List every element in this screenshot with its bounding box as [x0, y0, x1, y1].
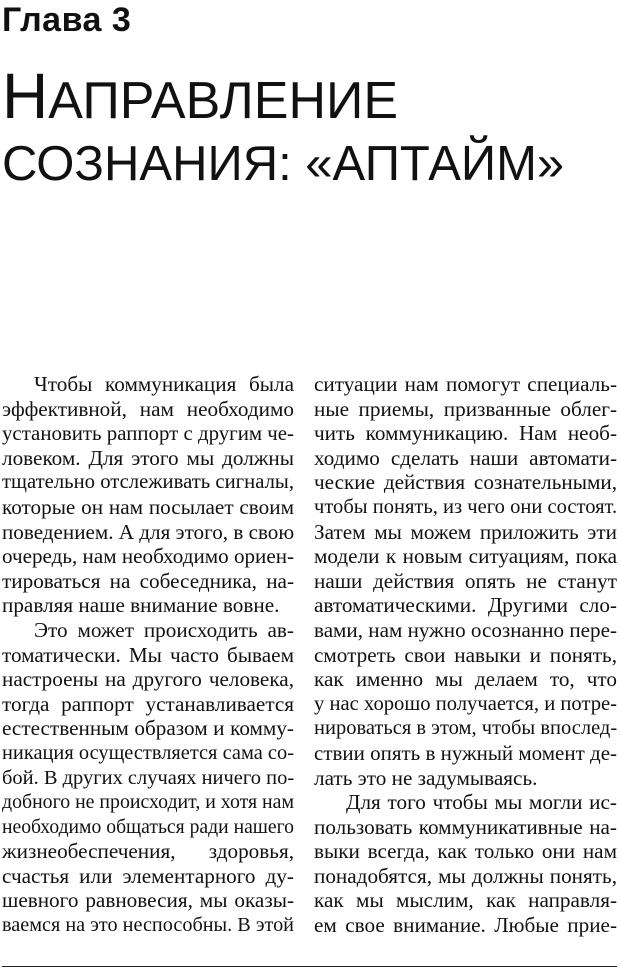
- text-line: счастья или элементарного ду-: [2, 863, 294, 888]
- title-drop-cap: Н: [2, 60, 49, 132]
- text-line: ситуации нам помогут специаль-: [314, 372, 617, 396]
- text-line: ваемся на это неспособны. В этой: [2, 914, 294, 937]
- chapter-title-line-1: [2, 60, 564, 133]
- text-line: выки всегда, как только они нам: [314, 839, 617, 864]
- text-line: шевного равновесия, мы оказы-: [2, 888, 294, 913]
- text-line: ловеком. Для этого мы должны: [2, 445, 294, 470]
- text-line: понадобятся, мы должны понять,: [314, 863, 617, 888]
- text-line: ческие действия сознательными,: [314, 470, 617, 495]
- text-line: необходимо общаться ради нашего: [2, 815, 294, 838]
- text-line: жизнеобеспечения, здоровья,: [2, 839, 294, 864]
- text-line: настроены на другого человека,: [2, 667, 294, 692]
- text-line: вами, нам нужно осознанно пере-: [314, 617, 617, 642]
- title-line-1-rest: АПРАВЛЕНИЕ: [48, 72, 399, 130]
- text-line: бой. В других случаях ничего по-: [2, 766, 295, 789]
- chapter-title: [2, 60, 565, 195]
- text-line: никация осуществляется сама со-: [2, 741, 294, 764]
- text-line: лать это не задумываясь.: [314, 765, 538, 790]
- chapter-title-line-2: СОЗНАНИЯ: «АПТАЙМ»: [2, 137, 565, 191]
- chapter-label: Глава 3: [2, 1, 132, 39]
- paragraph: [2, 618, 294, 938]
- left-column: [2, 372, 294, 938]
- text-line: тироваться на собеседника, на-: [2, 568, 294, 593]
- text-line: ем свое внимание. Любые прие-: [314, 913, 617, 938]
- text-line: эффективной, нам необходимо: [2, 396, 294, 421]
- text-line: установить раппорт с другим че-: [2, 421, 294, 446]
- text-line: чтобы понять, из чего они состоят.: [314, 495, 618, 518]
- text-line: поведением. А для этого, в свою: [2, 519, 295, 544]
- footer-rule: [2, 966, 617, 967]
- paragraph: [314, 372, 617, 790]
- text-line: очередь, нам необходимо ориен-: [2, 544, 295, 569]
- text-line: тщательно отслеживать сигналы,: [2, 471, 294, 494]
- text-line: у нас хорошо получается, и потре-: [314, 692, 618, 715]
- text-line: Это может происходить ав-: [34, 617, 294, 642]
- text-line: чить коммуникацию. Нам необ-: [314, 421, 617, 446]
- text-line: которые он нам посылает своим: [2, 494, 294, 519]
- text-line: наши действия опять не станут: [314, 568, 617, 593]
- text-line: Чтобы коммуникация была: [34, 372, 294, 396]
- text-line: нироваться в этом, чтобы впослед-: [314, 717, 618, 740]
- text-line: Затем мы можем приложить эти: [314, 519, 617, 544]
- text-line: ходимо сделать наши автомати-: [314, 445, 617, 470]
- text-line: естественным образом и комму-: [2, 716, 294, 741]
- text-line: автоматическими. Другими сло-: [314, 593, 617, 618]
- paragraph: [2, 372, 294, 618]
- text-line: как именно мы делаем то, что: [314, 667, 617, 692]
- text-line: тогда раппорт устанавливается: [2, 691, 294, 716]
- text-line: ствии опять в нужный момент де-: [314, 740, 617, 765]
- text-line: правляя наше внимание вовне.: [2, 593, 280, 618]
- paragraph: [314, 790, 617, 938]
- text-line: смотреть свои навыки и понять,: [314, 642, 617, 667]
- text-line: Для того чтобы мы могли ис-: [346, 790, 617, 815]
- text-line: пользовать коммуникативные на-: [314, 814, 617, 839]
- text-line: ные приемы, призванные облег-: [314, 396, 617, 421]
- text-line: томатически. Мы часто бываем: [2, 642, 294, 667]
- text-line: добного не происходит, и хотя нам: [2, 791, 294, 814]
- text-line: как мы мыслим, как направля-: [314, 888, 617, 913]
- text-line: модели к новым ситуациям, пока: [314, 544, 617, 569]
- right-column: [314, 372, 617, 938]
